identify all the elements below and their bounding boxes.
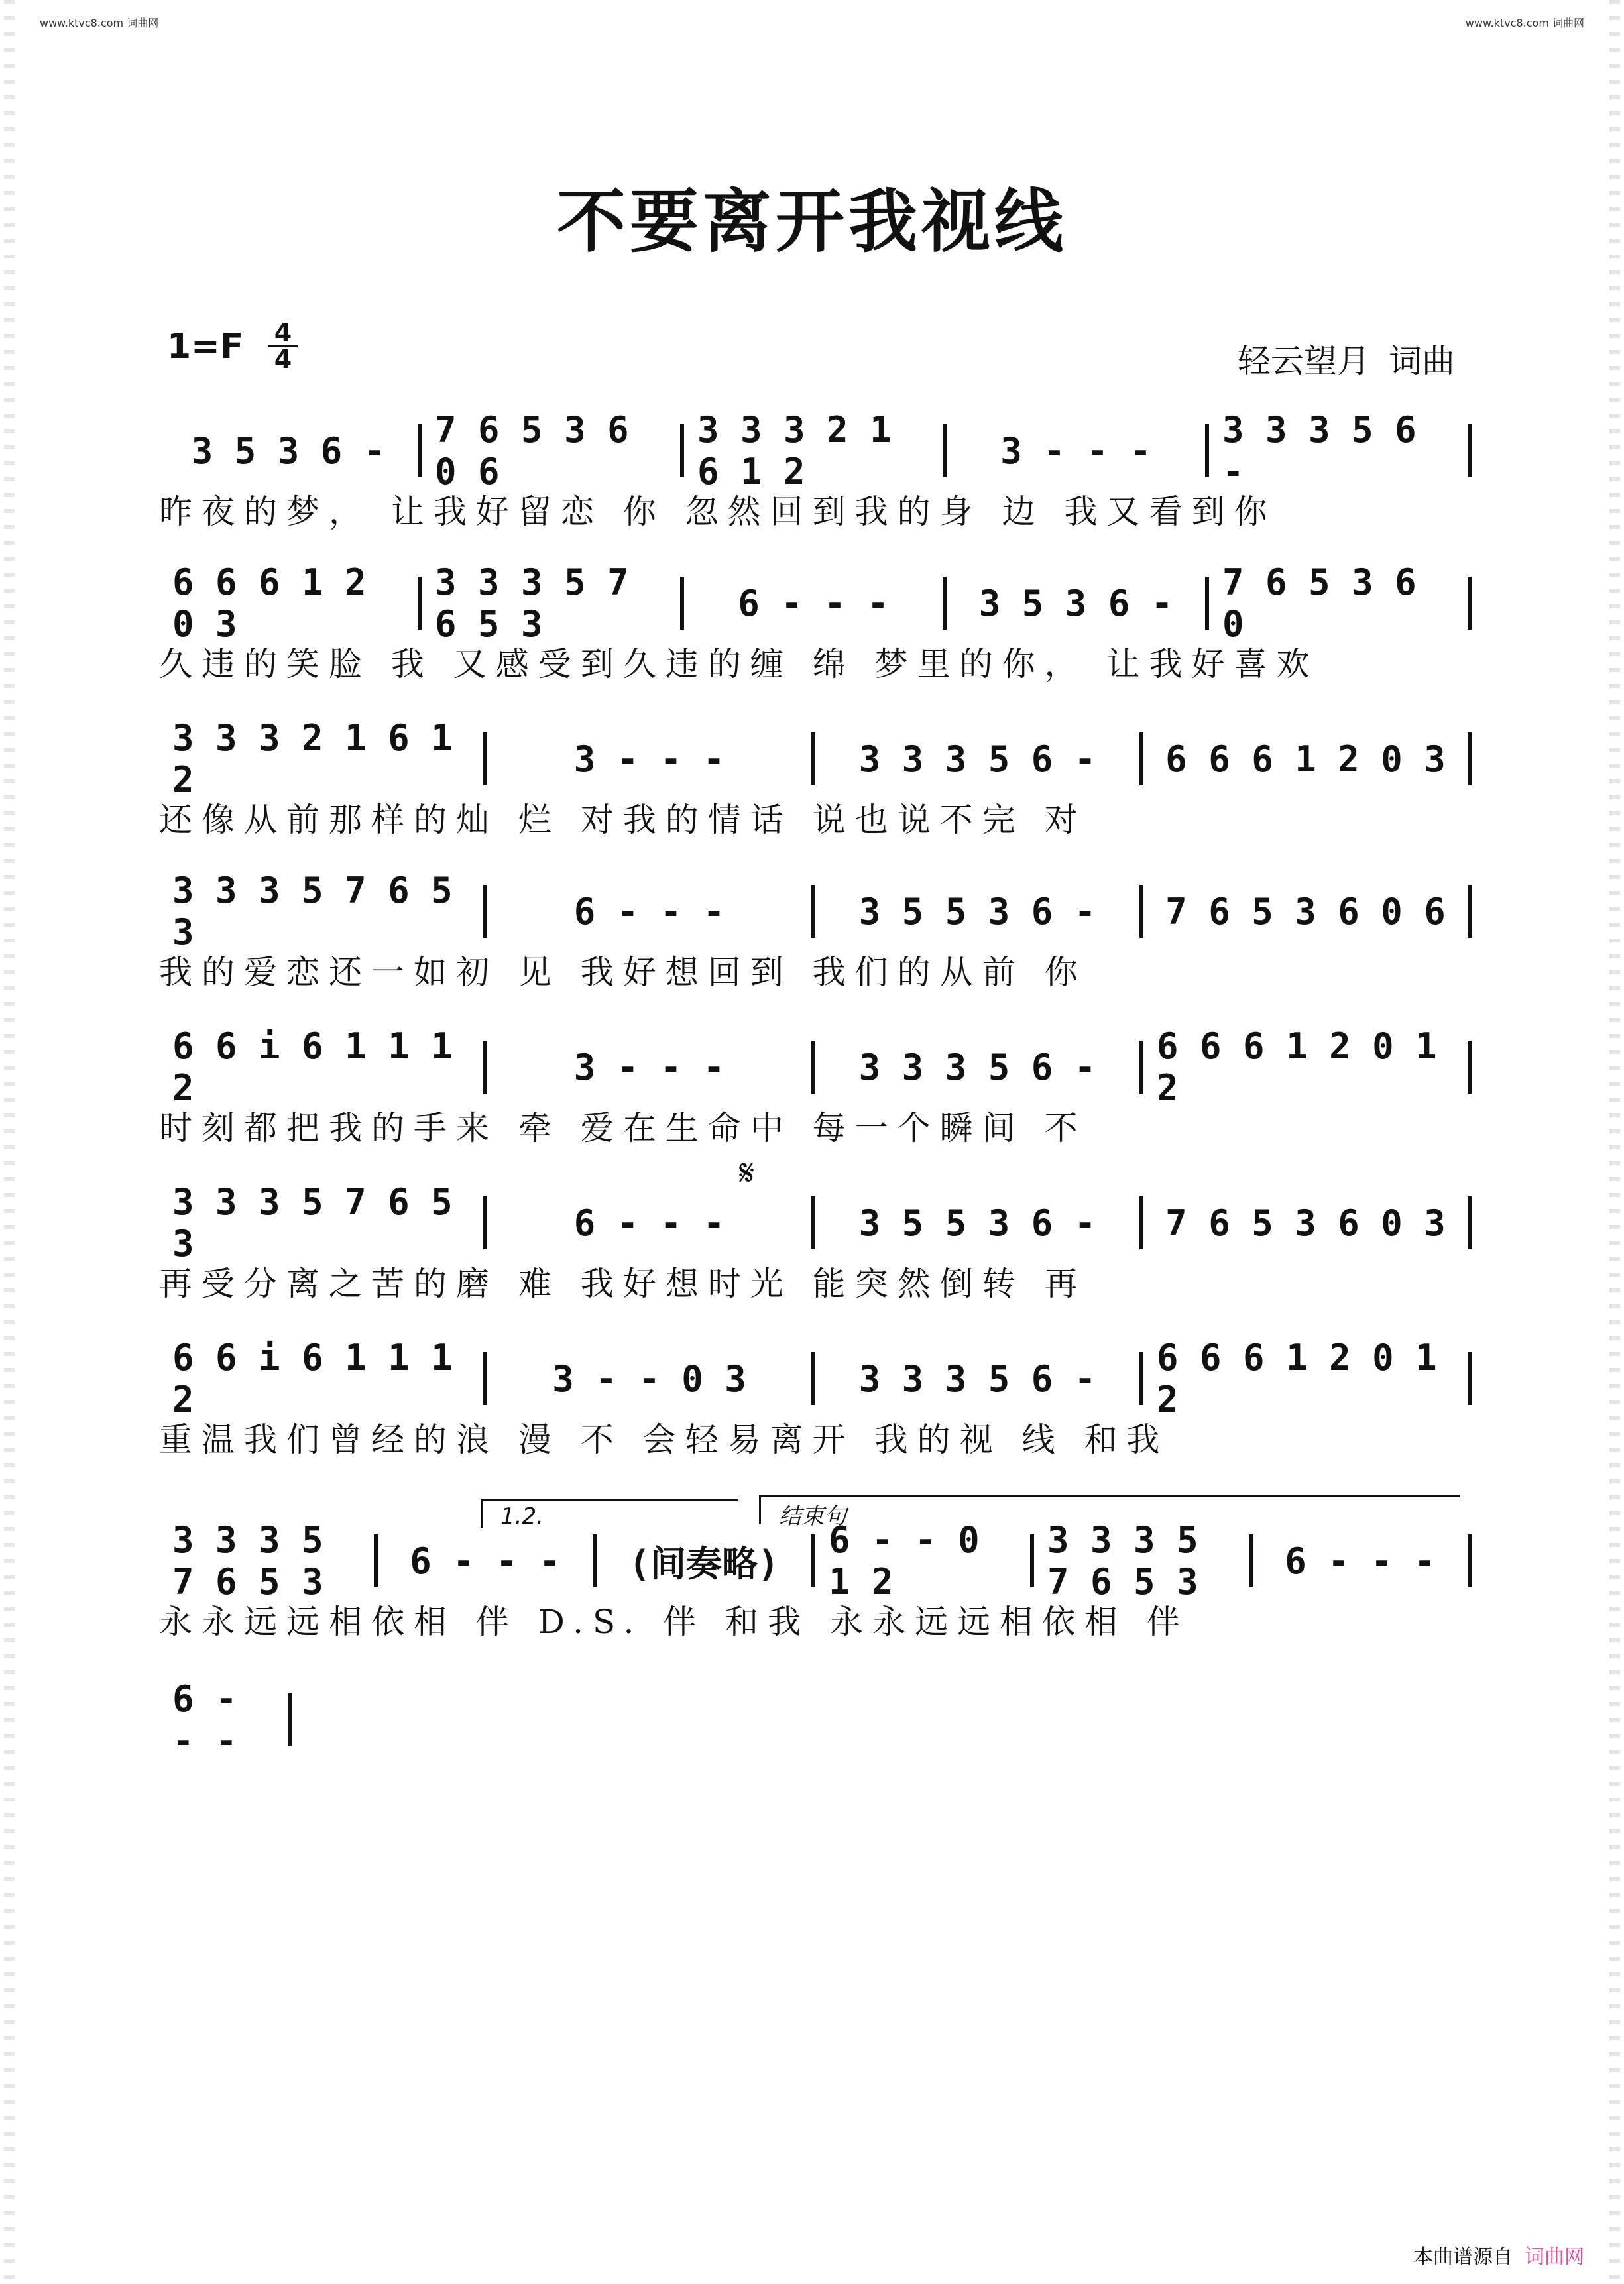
lyrics-line: 我的爱恋还一如初 见 我好想回到 我们的从前 你 — [159, 953, 1087, 992]
volta-label: 1.2. — [500, 1503, 544, 1530]
measure: 6 6 6 1 2 0 1 2 — [1157, 1337, 1437, 1420]
barline — [288, 1693, 292, 1746]
measure: 6 - - - — [1285, 1540, 1436, 1582]
notation-line — [159, 1337, 1472, 1420]
page-edge-left — [4, 0, 15, 2284]
site-watermark-right: www.ktvc8.com 词曲网 — [1465, 17, 1584, 29]
measure: 6 - - - — [410, 1540, 561, 1582]
measure: 6 6 6 1 2 0 3 — [172, 561, 367, 645]
measure: 7 6 5 3 6 0 6 — [1165, 890, 1446, 933]
measure: 6 - - - — [573, 890, 725, 933]
segno-sign: 𝄋 — [739, 1152, 755, 1194]
measure: 3 - - - — [1000, 429, 1151, 472]
measure: 3 3 3 5 7 6 5 3 — [172, 1519, 323, 1603]
time-denominator: 4 — [274, 345, 292, 374]
notation-line — [159, 561, 1472, 645]
measure: 3 3 3 2 1 6 1 2 — [697, 409, 892, 492]
measure: 3 5 3 6 - — [191, 429, 386, 472]
measure: 3 5 5 3 6 - — [858, 890, 1096, 933]
measure: 3 3 3 5 7 6 5 3 — [435, 561, 629, 645]
credit-author: 轻云望月 — [1238, 342, 1370, 380]
lyrics-line: 久违的笑脸 我 又感受到久违的缠 绵 梦里的你， 让我好喜欢 — [159, 645, 1319, 683]
barline — [1468, 1041, 1472, 1094]
measure: 6 6 6 1 2 0 3 — [1165, 738, 1446, 780]
measure: 7 6 5 3 6 0 — [1222, 561, 1417, 645]
measure: 3 5 3 6 - — [978, 582, 1173, 624]
notation-line — [159, 870, 1472, 953]
notation-line — [159, 409, 1472, 492]
barline — [1468, 577, 1472, 630]
barline — [1468, 1196, 1472, 1249]
key-signature: 1=F — [167, 327, 244, 367]
lyrics-line: 永永远远相依相 伴 D.S. 伴 和我 永永远远相依相 伴 — [159, 1603, 1189, 1641]
ending-bracket — [759, 1495, 1460, 1524]
lyrics-line: 昨夜的梦， 让我好留恋 你 忽然回到我的身 边 我又看到你 — [159, 492, 1277, 531]
measure: (间奏略) — [628, 1542, 780, 1585]
time-signature — [268, 318, 298, 374]
measure: 6 6 i 6 1 1 1 2 — [172, 1337, 453, 1420]
barline — [1468, 885, 1472, 938]
measure: 3 5 5 3 6 - — [858, 1202, 1096, 1244]
lyrics-line: 重温我们曾经的浪 漫 不 会轻易离开 我的视 线 和我 — [159, 1420, 1169, 1459]
measure: 6 - - - — [573, 1202, 725, 1244]
lyrics-line: 时刻都把我的手来 牵 爱在生命中 每一个瞬间 不 — [159, 1109, 1087, 1147]
barline — [1468, 424, 1472, 477]
footer — [1413, 2240, 1584, 2269]
credit-role: 词曲 — [1389, 342, 1455, 380]
measure: 3 - - - — [573, 738, 725, 780]
credit — [1238, 335, 1455, 382]
measure: 3 - - 0 3 — [552, 1357, 746, 1400]
footer-site: 词曲网 — [1525, 2246, 1584, 2269]
notation-line — [159, 1025, 1472, 1109]
footer-text: 本曲谱源自 — [1413, 2246, 1513, 2269]
measure: 6 6 6 1 2 0 1 2 — [1157, 1025, 1437, 1109]
notation-line — [159, 1519, 1472, 1603]
measure: 6 - - 0 1 2 — [829, 1519, 980, 1603]
notation-line — [159, 1678, 292, 1762]
page-edge-right — [1609, 0, 1620, 2284]
measure: 3 3 3 5 7 6 5 3 — [172, 870, 453, 953]
lyrics-line: 再受分离之苦的磨 难 我好想时光 能突然倒转 再 — [159, 1265, 1087, 1303]
notation-line — [159, 717, 1472, 801]
song-title: 不要离开我视线 — [556, 180, 1067, 262]
measure: 3 3 3 5 6 - — [858, 1357, 1096, 1400]
measure: 3 3 3 2 1 6 1 2 — [172, 717, 453, 801]
barline — [1468, 732, 1472, 785]
measure: 6 - - - — [172, 1678, 237, 1762]
measure: 3 3 3 5 6 - — [858, 1046, 1096, 1088]
barline — [1468, 1352, 1472, 1405]
ending-label: 结束句 — [779, 1503, 846, 1530]
measure: 3 3 3 5 6 - — [858, 738, 1096, 780]
site-watermark-left: www.ktvc8.com 词曲网 — [40, 17, 159, 29]
measure: 7 6 5 3 6 0 3 — [1165, 1202, 1446, 1244]
measure: 3 - - - — [573, 1046, 725, 1088]
measure: 3 3 3 5 7 6 5 3 — [172, 1181, 453, 1265]
measure: 6 6 i 6 1 1 1 2 — [172, 1025, 453, 1109]
measure: 3 3 3 5 7 6 5 3 — [1047, 1519, 1198, 1603]
notation-line — [159, 1181, 1472, 1265]
barline — [1468, 1534, 1472, 1587]
measure: 3 3 3 5 6 - — [1222, 409, 1417, 492]
measure: 6 - - - — [738, 582, 889, 624]
time-numerator: 4 — [268, 321, 298, 347]
measure: 7 6 5 3 6 0 6 — [435, 409, 629, 492]
lyrics-line: 还像从前那样的灿 烂 对我的情话 说也说不完 对 — [159, 801, 1087, 839]
